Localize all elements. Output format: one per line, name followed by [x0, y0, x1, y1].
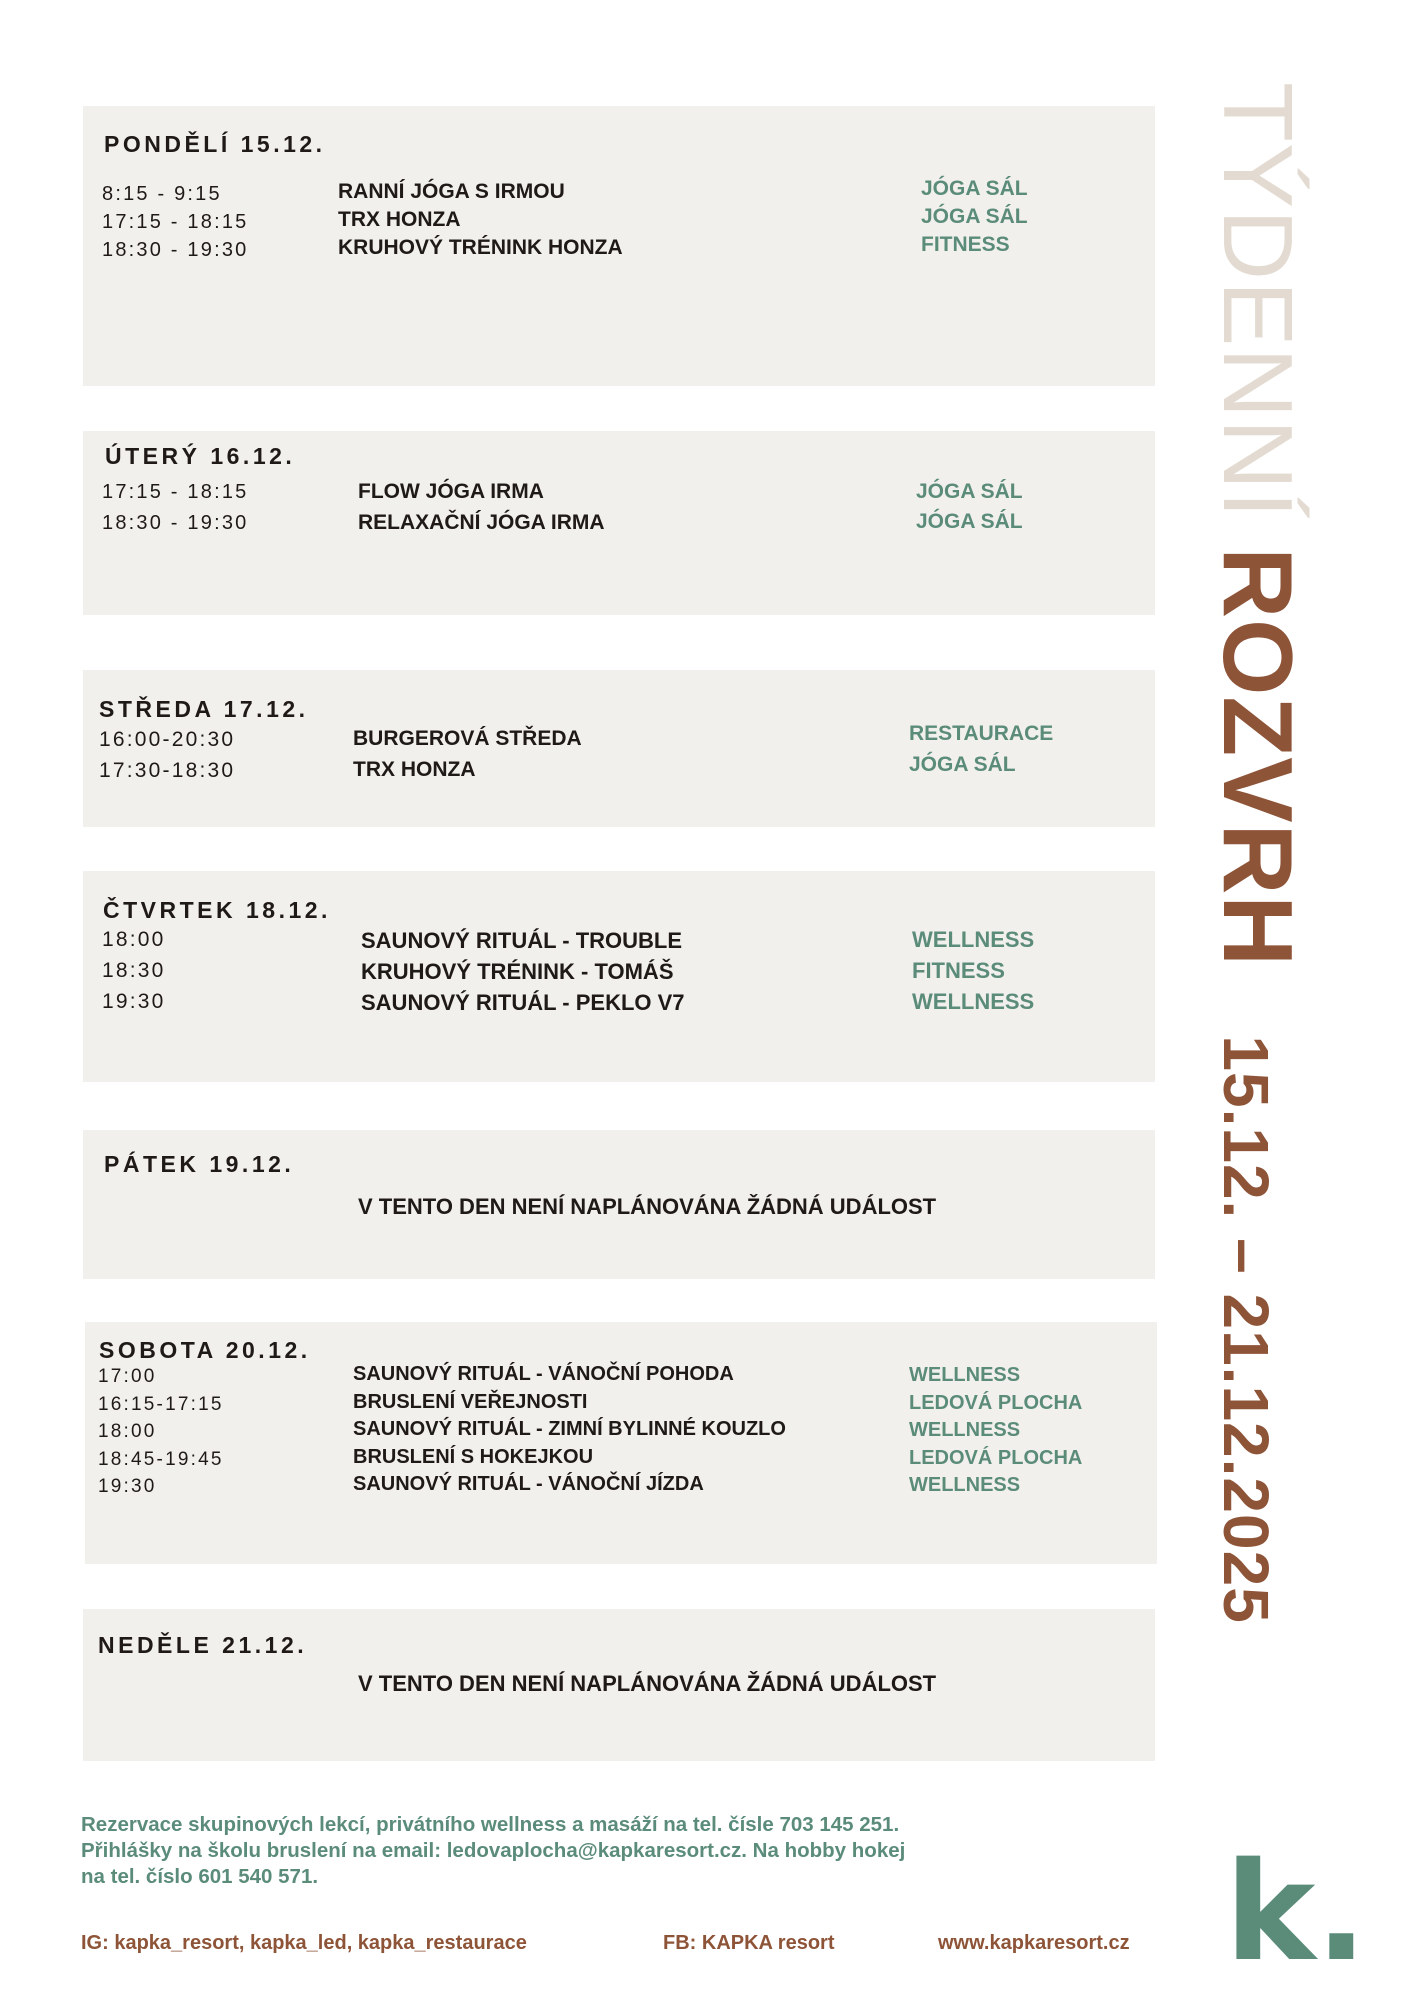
- row-time: 18:00: [102, 928, 166, 951]
- row-place: LEDOVÁ PLOCHA: [909, 1446, 1083, 1469]
- row-event: TRX HONZA: [353, 758, 476, 781]
- row-place: FITNESS: [921, 233, 1010, 256]
- schedule-row: [85, 1472, 1157, 1500]
- day-title: ČTVRTEK 18.12.: [103, 897, 331, 923]
- row-time: 19:30: [102, 990, 166, 1013]
- row-time: 18:45-19:45: [98, 1448, 224, 1470]
- row-place: WELLNESS: [909, 1419, 1021, 1441]
- schedule-row: [85, 1362, 1157, 1390]
- row-event: BRUSLENÍ VEŘEJNOSTI: [353, 1390, 588, 1413]
- schedule-row: [83, 928, 1155, 959]
- facebook-handle: FB: KAPKA resort: [663, 1932, 835, 1954]
- row-place: JÓGA SÁL: [921, 205, 1028, 228]
- day-box-monday: [83, 106, 1155, 386]
- day-box-sunday: [83, 1609, 1155, 1761]
- row-event: RELAXAČNÍ JÓGA IRMA: [358, 511, 605, 534]
- row-event: KRUHOVÝ TRÉNINK - TOMÁŠ: [361, 959, 674, 984]
- row-place: WELLNESS: [909, 1474, 1021, 1496]
- row-time: 18:30 - 19:30: [102, 239, 249, 261]
- vertical-title: [1165, 82, 1325, 1782]
- title-word-weekly: TÝDENNÍ: [1203, 82, 1313, 520]
- row-place: LEDOVÁ PLOCHA: [909, 1391, 1083, 1414]
- day-box-wednesday: [83, 670, 1155, 827]
- row-place: JÓGA SÁL: [916, 510, 1023, 533]
- row-event: TRX HONZA: [338, 208, 461, 231]
- day-box-tuesday: [83, 431, 1155, 615]
- day-box-saturday: [85, 1322, 1157, 1564]
- no-event-note: V TENTO DEN NENÍ NAPLÁNOVÁNA ŽÁDNÁ UDÁLOST: [358, 1194, 937, 1219]
- row-time: 18:00: [98, 1421, 157, 1442]
- row-time: 19:30: [98, 1476, 157, 1497]
- footer-line-1: Rezervace skupinových lekcí, privátního wellness a masáží na tel. čísle 703 145 251.: [81, 1813, 900, 1836]
- schedule-row: [83, 512, 1155, 543]
- row-time: 17:30-18:30: [99, 759, 236, 782]
- row-time: 17:15 - 18:15: [102, 211, 249, 233]
- footer-line-3: na tel. číslo 601 540 571.: [81, 1865, 319, 1888]
- title-dates: 15.12. – 21.12.2025: [1210, 1035, 1282, 1624]
- row-place: WELLNESS: [912, 989, 1035, 1014]
- row-place: JÓGA SÁL: [909, 753, 1016, 776]
- schedule-row: [83, 753, 1155, 789]
- row-event: RANNÍ JÓGA S IRMOU: [338, 180, 565, 203]
- day-title: ÚTERÝ 16.12.: [105, 443, 296, 469]
- no-event-note: V TENTO DEN NENÍ NAPLÁNOVÁNA ŽÁDNÁ UDÁLOST: [358, 1671, 937, 1696]
- day-title: PÁTEK 19.12.: [104, 1151, 295, 1177]
- day-title: SOBOTA 20.12.: [99, 1337, 311, 1363]
- schedule-row: [85, 1417, 1157, 1445]
- row-event: SAUNOVÝ RITUÁL - ZIMNÍ BYLINNÉ KOUZLO: [353, 1418, 786, 1440]
- row-place: WELLNESS: [909, 1364, 1021, 1386]
- footer-info: [81, 1812, 1101, 1890]
- row-place: JÓGA SÁL: [921, 177, 1028, 200]
- footer-line-2: Přihlášky na školu bruslení na email: ledovaplocha@kapkaresort.cz. Na hobby hokej: [81, 1839, 906, 1862]
- day-title: STŘEDA 17.12.: [99, 696, 309, 722]
- row-time: 17:00: [98, 1366, 157, 1387]
- title-word-schedule: ROZVRH: [1203, 547, 1313, 968]
- day-title: PONDĚLÍ 15.12.: [104, 131, 326, 157]
- row-place: WELLNESS: [912, 927, 1035, 952]
- kapka-logo: k.: [1225, 1834, 1368, 1992]
- row-time: 17:15 - 18:15: [102, 481, 249, 503]
- day-title: NEDĚLE 21.12.: [98, 1632, 308, 1658]
- row-time: 18:30 - 19:30: [102, 512, 249, 534]
- row-event: BRUSLENÍ S HOKEJKOU: [353, 1445, 594, 1468]
- row-event: SAUNOVÝ RITUÁL - TROUBLE: [361, 928, 683, 953]
- website-link[interactable]: www.kapkaresort.cz: [938, 1932, 1130, 1954]
- row-event: SAUNOVÝ RITUÁL - VÁNOČNÍ POHODA: [353, 1363, 734, 1385]
- row-time: 16:15-17:15: [98, 1393, 224, 1415]
- schedule-row: [83, 233, 1155, 265]
- day-box-thursday: [83, 871, 1155, 1082]
- day-box-friday: [83, 1130, 1155, 1279]
- row-time: 18:30: [102, 959, 166, 982]
- instagram-handles: IG: kapka_resort, kapka_led, kapka_restaurace: [81, 1932, 527, 1954]
- schedule-row: [85, 1445, 1157, 1473]
- schedule-row: [83, 990, 1155, 1021]
- row-place: FITNESS: [912, 958, 1005, 983]
- row-time: 16:00-20:30: [99, 728, 236, 751]
- schedule-row: [83, 959, 1155, 990]
- schedule-row: [83, 481, 1155, 512]
- row-place: RESTAURACE: [909, 722, 1054, 745]
- row-event: KRUHOVÝ TRÉNINK HONZA: [338, 236, 623, 259]
- row-place: JÓGA SÁL: [916, 480, 1023, 503]
- schedule-row: [85, 1390, 1157, 1418]
- row-event: SAUNOVÝ RITUÁL - VÁNOČNÍ JÍZDA: [353, 1473, 704, 1495]
- row-event: SAUNOVÝ RITUÁL - PEKLO V7: [361, 990, 685, 1015]
- row-event: BURGEROVÁ STŘEDA: [353, 727, 582, 750]
- row-time: 8:15 - 9:15: [102, 183, 222, 205]
- row-event: FLOW JÓGA IRMA: [358, 480, 544, 503]
